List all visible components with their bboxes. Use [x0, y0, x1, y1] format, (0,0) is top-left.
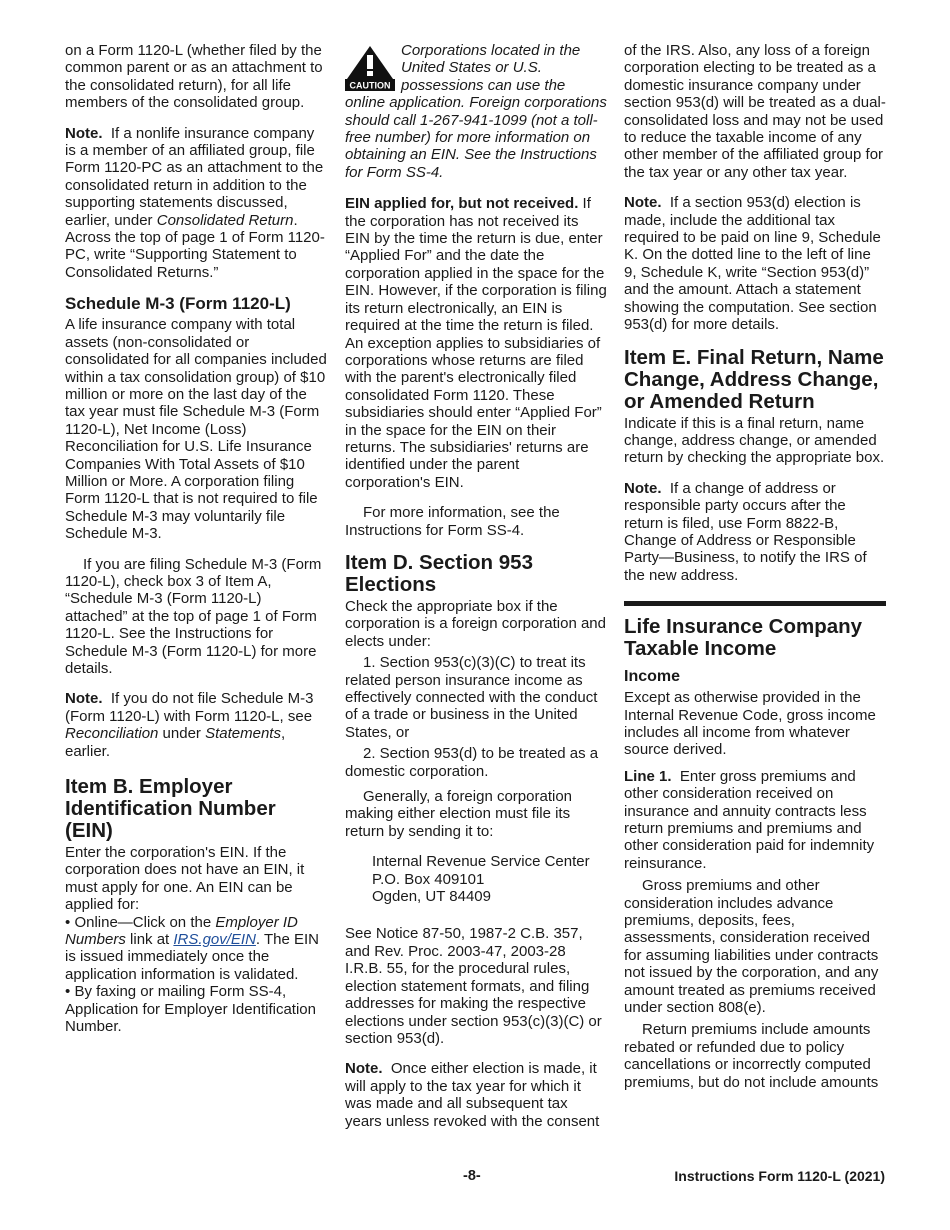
- election-item-1: 1. Section 953(c)(3)(C) to treat its related person insurance income as effectively connected with the conduct of a trade or business in the United States, or: [345, 654, 598, 741]
- bullet-text: link at: [125, 931, 174, 949]
- heading-life-insurance: Life Insurance Company Taxable Income: [624, 615, 863, 661]
- note-text: . Across the top of page 1 of Form 1120-PC, write “Supporting Statement to Consolidated Returns.”: [65, 211, 325, 281]
- ein-label: EIN applied for, but not received.: [345, 195, 579, 213]
- caution-label: CAUTION: [349, 80, 391, 91]
- bullet-icon: •: [65, 913, 71, 931]
- note-label: Note.: [65, 690, 103, 708]
- address-line: Ogden, UT 84409: [372, 888, 491, 906]
- note-text: under: [158, 725, 206, 743]
- note-text: If a section 953(d) election is made, include the additional tax required to be paid on line 9, Schedule K. On the dotted line to the left of line 9, Schedule K, write “Section 953(d)” and the amount. Attach a statement showing the computation. See section 953(d) for more details.: [624, 194, 881, 334]
- paragraph: Gross premiums and other consideration includes advance premiums, deposits, fees, assessments, consideration received for assuming liabilities under contracts not issued by the corporation, and any amount treated as premiums received under section 808(e).: [624, 877, 879, 1017]
- ein-text: If the corporation has not received its EIN by the time the return is due, enter “Applied For” and the date the corporation applied in the space for the EIN. However, if the corporation is filing its return electronically, an EIN is required at the time the return is filed. An exception applies to subsidiaries of corporations whose returns are filed with the parent's electronically filed consolidated Form 1120. These subsidiaries should enter “Applied For” in the space for the EIN on their returns. The subsidiaries' returns are identified under the parent corporation's EIN.: [345, 195, 607, 491]
- bullet-item-online: [65, 914, 327, 984]
- irs-ein-link[interactable]: IRS.gov/EIN: [173, 931, 256, 949]
- bullet-text: . The EIN is issued immediately once the application information is validated.: [65, 931, 320, 983]
- paragraph: Return premiums include amounts rebated or refunded due to policy cancellations or incorrectly computed premiums, but do not include amounts: [624, 1021, 879, 1091]
- note-text: If a nonlife insurance company is a member of an affiliated group, file Form 1120-PC as an attachment to the consolidated return in addition to the supporting statements discussed, earlier, under: [65, 124, 324, 229]
- footer-title: Instructions Form 1120-L (2021): [674, 1168, 885, 1184]
- note-paragraph: [65, 690, 327, 760]
- note-paragraph: [345, 1060, 607, 1130]
- note-text: , earlier.: [65, 725, 286, 760]
- note-label: Note.: [624, 479, 662, 497]
- heading-item-b: Item B. Employer Identification Number (EIN): [65, 775, 276, 843]
- line1-label: Line 1.: [624, 767, 672, 785]
- note-paragraph: [624, 480, 886, 584]
- column-2: [345, 42, 607, 1143]
- line1-paragraph: [624, 768, 886, 872]
- note-label: Note.: [65, 124, 103, 142]
- note-text: If you do not file Schedule M-3 (Form 1120-L) with Form 1120-L, see: [65, 690, 314, 725]
- bullet-text: Online—Click on the: [74, 913, 216, 931]
- note-italic: Statements: [205, 725, 281, 743]
- paragraph: of the IRS. Also, any loss of a foreign corporation electing to be treated as a domestic insurance company under section 953(d) will be treated as a dual-consolidated loss and may not be used to reduce the taxable income of any other member of the affiliated group for the tax year or any other tax year.: [624, 42, 886, 181]
- heading-item-e: Item E. Final Return, Name Change, Address Change, or Amended Return: [624, 345, 884, 413]
- mailing-address: [372, 853, 607, 905]
- caution-block: [345, 42, 607, 181]
- note-italic: Consolidated Return: [156, 211, 294, 229]
- paragraph: Generally, a foreign corporation making either election must file its return by sending it to:: [345, 788, 573, 840]
- paragraph: Indicate if this is a final return, name change, address change, or amended return by checking the appropriate box.: [624, 414, 885, 467]
- election-item-2: 2. Section 953(d) to be treated as a domestic corporation.: [345, 745, 599, 780]
- note-paragraph: [65, 125, 327, 282]
- paragraph: See Notice 87-50, 1987-2 C.B. 357, and Rev. Proc. 2003-47, 2003-28 I.R.B. 55, for the procedural rules, election statement formats, and filing addresses for making the respective elections under section 953(c)(3)(C) or section 953(d).: [345, 925, 602, 1047]
- bullet-text: By faxing or mailing Form SS-4, Application for Employer Identification Number.: [65, 983, 316, 1036]
- paragraph: If you are filing Schedule M-3 (Form 1120-L), check box 3 of Item A, “Schedule M-3 (Form 1120-L) attached” at the top of page 1 of Form 1120-L. See the Instructions for Schedule M-3 (Form 1120-L) for more details.: [65, 555, 322, 677]
- note-italic: Reconciliation: [65, 725, 159, 743]
- paragraph: A life insurance company with total assets (non-consolidated or consolidated for all companies included within a tax consolidation group) of $10 million or more on the last day of the tax year must file Schedule M-3 (Form 1120-L), Net Income (Loss) Reconciliation for U.S. Life Insurance Companies With Total Assets of $10 Million or More. A corporation filing Form 1120-L that is not required to file Schedule M-3 may voluntarily file Schedule M-3.: [65, 316, 327, 543]
- heading-item-d: Item D. Section 953 Elections: [345, 550, 533, 596]
- paragraph: Check the appropriate box if the corporation is a foreign corporation and elects under:: [345, 597, 606, 650]
- note-label: Note.: [624, 194, 662, 212]
- bullet-italic: Employer ID Numbers: [65, 913, 298, 949]
- paragraph: For more information, see the Instructions for Form SS-4.: [345, 504, 560, 539]
- paragraph: Except as otherwise provided in the Internal Revenue Code, gross income includes all income from whatever source derived.: [624, 689, 876, 759]
- heading-income: Income: [624, 668, 681, 686]
- caution-icon: [345, 45, 395, 91]
- paragraph: [345, 195, 607, 491]
- paragraph: Enter the corporation's EIN. If the corporation does not have an EIN, it must apply for one. An EIN can be applied for:: [65, 844, 305, 914]
- address-line: Internal Revenue Service Center: [372, 853, 590, 871]
- bullet-item-fax: [65, 983, 327, 1035]
- column-3: [624, 42, 886, 1104]
- note-label: Note.: [345, 1060, 383, 1078]
- page-number: -8-: [463, 1168, 481, 1184]
- address-line: P.O. Box 409101: [372, 870, 485, 888]
- line1-text: Enter gross premiums and other consideration received on insurance and annuity contracts less return premiums and premiums and other consideration paid for indemnity reinsurance.: [624, 767, 875, 872]
- heading-schedule-m3: Schedule M-3 (Form 1120-L): [65, 294, 291, 314]
- caution-text: Corporations located in the United States or U.S. possessions can use the online application. Foreign corporations should call 1-267-941-1099 (not a toll-free number) for more information on obtaining an EIN. See the Instructions for Form SS-4.: [345, 42, 607, 181]
- note-text: Once either election is made, it will apply to the tax year for which it was made and all subsequent tax years unless revoked with the consent: [345, 1060, 600, 1130]
- bullet-icon: •: [65, 983, 71, 1001]
- paragraph: on a Form 1120-L (whether filed by the common parent or as an attachment to the consolidated return), for all life members of the consolidated group.: [65, 42, 323, 112]
- section-divider: [624, 601, 886, 606]
- note-paragraph: [624, 194, 886, 333]
- column-1: [65, 42, 327, 1036]
- note-text: If a change of address or responsible party occurs after the return is filed, use Form 8822-B, Change of Address or Responsible Party—Business, to notify the IRS of the new address.: [624, 479, 867, 584]
